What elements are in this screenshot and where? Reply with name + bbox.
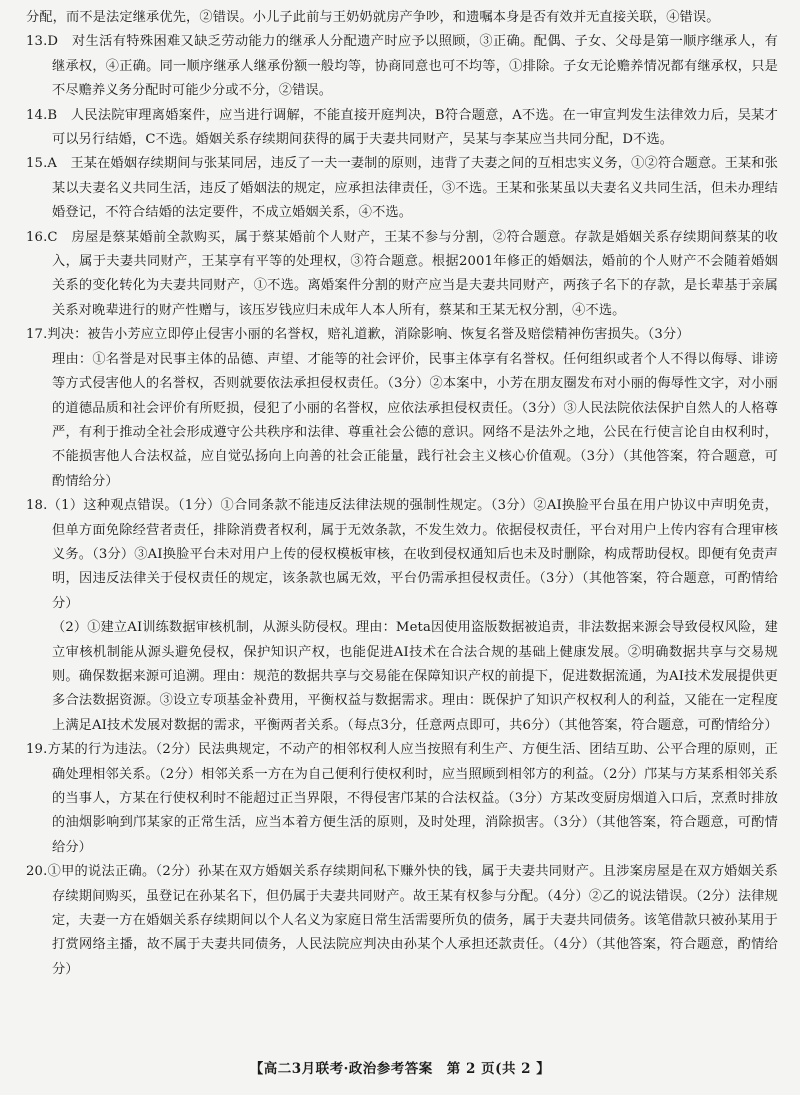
answer-item-13 xyxy=(26,30,778,103)
answer-text: 20.①甲的说法正确。（2分）孙某在双方婚姻关系存续期间私下赚外快的钱，属于夫妻共同财产。且涉案房屋是在双方婚姻关系存续期间购买，虽登记在孙某名下，但仍属于夫妻共同财产。故王某有权参与分配。（4分）②乙的说法错误。（2分）法律规定，夫妻一方在婚姻关系存续期间以个人名义为家庭日常生活需要所负的债务，属于夫妻共同债务。该笔借款只被孙某用于打赏网络主播，故不属于夫妻共同债务，人民法院应判决由孙某个人承担还款责任。（4分）（其他答案，符合题意，酌情给分） xyxy=(26,864,778,977)
answer-text: 16.C 房屋是蔡某婚前全款购买，属于蔡某婚前个人财产，王某不参与分割，②符合题意。存款是婚姻关系存续期间蔡某的收入，属于夫妻共同财产，王某享有平等的处理权，③符合题意。根据2001年修正的婚姻法，婚前的个人财产不会随着婚姻关系的变化转化为夫妻共同财产，①不选。离婚案件分割的财产应当是夫妻共同财产，两孩子名下的存款，是长辈基于亲属关系对晚辈进行的财产性赠与，该压岁钱应归未成年人本人所有，蔡某和王某无权分割，④不选。 xyxy=(26,229,778,318)
answer-text: 14.B 人民法院审理离婚案件，应当进行调解，不能直接开庭判决，B符合题意，A不选。在一审宣判发生法律效力后，吴某才可以另行结婚，C不选。婚姻关系存续期间获得的属于夫妻共同财产，吴某与李某应当共同分配，D不选。 xyxy=(26,107,778,148)
answer-text: 13.D 对生活有特殊困难又缺乏劳动能力的继承人分配遗产时应予以照顾，③正确。配偶、子女、父母是第一顺序继承人，有继承权，④正确。同一顺序继承人继承份额一般均等，协商同意也可不均等，①排除。子女无论赡养情况都有继承权，只是不尽赡养义务分配时可能少分或不分，②错误。 xyxy=(26,34,778,99)
answer-item-14 xyxy=(26,104,778,153)
answer-item-20 xyxy=(26,860,778,982)
answer-text: 15.A 王某在婚姻存续期间与张某同居，违反了一夫一妻制的原则，违背了夫妻之间的互相忠实义务，①②符合题意。王某和张某以夫妻名义共同生活，违反了婚姻法的规定，应承担法律责任，③不选。王某和张某虽以夫妻名义共同生活，但未办理结婚登记，不符合结婚的法定要件，不成立婚姻关系，④不选。 xyxy=(26,156,778,221)
answer-text: 19.方某的行为违法。（2分）民法典规定，不动产的相邻权利人应当按照有利生产、方便生活、团结互助、公平合理的原则，正确处理相邻关系。（2分）相邻关系一方在为自己便利行使权利时，应当照顾到相邻方的利益。（2分）邝某与方某系相邻关系的当事人，方某在行使权利时不能超过正当界限，不得侵害邝某的合法权益。（3分）方某改变厨房烟道入口后，烹煮时排放的油烟影响到邝某家的正常生活，应当本着方便生活的原则，及时处理，消除损害。（3分）（其他答案，符合题意，可酌情给分） xyxy=(26,742,778,855)
answer-item-15 xyxy=(26,152,778,225)
answer-verdict: 17.判决：被告小芳应立即停止侵害小丽的名誉权，赔礼道歉，消除影响、恢复名誉及赔偿精神伤害损失。（3分） xyxy=(26,327,690,343)
answer-item-17 xyxy=(26,323,778,494)
answer-item-19 xyxy=(26,738,778,860)
answer-text: 分配，而不是法定继承优先，②错误。小儿子此前与王奶奶就房产争吵，和遗嘱本身是否有效并无直接关联，④错误。 xyxy=(26,10,720,25)
answer-part-1: 18.（1）这种观点错误。（1分）①合同条款不能违反法律法规的强制性规定。（3分）②AI换脸平台虽在用户协议中声明免责，但单方面免除经营者责任，排除消费者权利，属于无效条款，不发生效力。依据侵权责任，平台对用户上传内容有合理审核义务。（3分）③AI换脸平台未对用户上传的侵权模板审核，在收到侵权通知后也未及时删除，构成帮助侵权。即便有免责声明，因违反法律关于侵权责任的规定，该条款也属无效，平台仍需承担侵权责任。（3分）（其他答案，符合题意，可酌情给分） xyxy=(26,498,778,611)
answer-item-18 xyxy=(26,494,778,738)
answer-part-2: （2）①建立AI训练数据审核机制，从源头防侵权。理由：Meta因使用盗版数据被追责，非法数据来源会导致侵权风险，建立审核机制能从源头避免侵权，保护知识产权，也能促进AI技术在合法合规的基础上健康发展。②明确数据共享与交易规则。确保数据来源可追溯。理由：规范的数据共享与交易能在保障知识产权的前提下，促进数据流通，为AI技术发展提供更多合法数据资源。③设立专项基金补费用，平衡权益与数据需求。理由：既保护了知识产权权利人的利益，又能在一定程度上满足AI技术发展对数据的需求，平衡两者关系。（每点3分，任意两点即可，共6分）（其他答案，符合题意，可酌情给分） xyxy=(52,620,778,733)
answer-item-12-tail xyxy=(26,6,778,30)
answer-reason: 理由：①名誉是对民事主体的品德、声望、才能等的社会评价，民事主体享有名誉权。任何组织或者个人不得以侮辱、诽谤等方式侵害他人的名誉权，否则就要依法承担侵权责任。（3分）②本案中，小芳在朋友圈发布对小丽的侮辱性文字，对小丽的道德品质和社会评价有所贬损，侵犯了小丽的名誉权，应依法承担侵权责任。（3分）③人民法院依法保护自然人的人格尊严，有利于推动全社会形成遵守公共秩序和法律、尊重社会公德的意识。网络不是法外之地，公民在行使言论自由权利时，不能损害他人合法权益，应自觉弘扬向上向善的社会正能量，践行社会主义核心价值观。（3分）（其他答案，符合题意，可酌情给分） xyxy=(52,351,778,489)
page-footer: 【高二3月联考·政治参考答案 第 2 页(共 2 】 xyxy=(249,1061,551,1077)
answer-item-16 xyxy=(26,226,778,324)
